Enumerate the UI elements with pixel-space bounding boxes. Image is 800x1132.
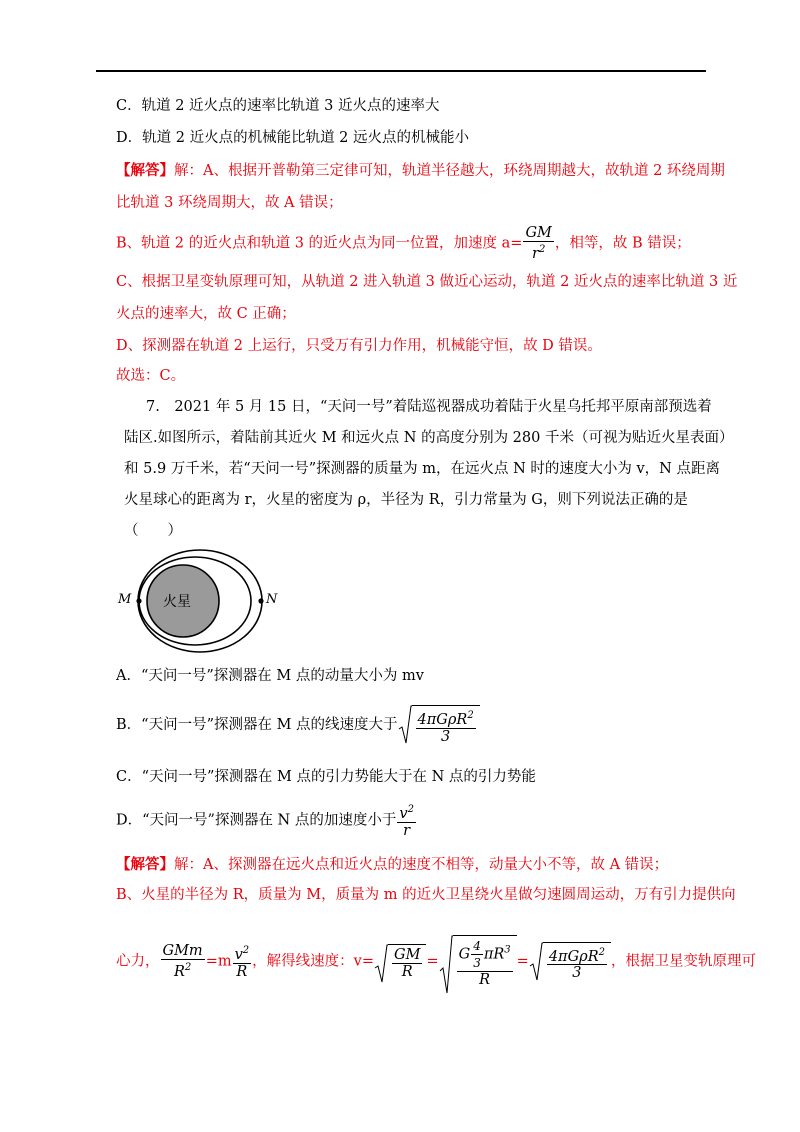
f2-den: R — [236, 963, 248, 980]
header-rule — [96, 70, 706, 72]
point-n-label: N — [266, 592, 278, 607]
answer6-a-text: 解：A、根据开普勒第三定律可知，轨道半径越大，环绕周期越大，故轨道 2 环绕周期 — [174, 163, 725, 179]
point-m-dot — [136, 598, 141, 603]
q7-option-c: C．“天问一号”探测器在 M 点的引力势能大于在 N 点的引力势能 — [116, 769, 536, 785]
answer7-tag: 【解答】 — [116, 856, 174, 873]
q7-option-d — [116, 802, 417, 839]
f3-den: R — [401, 963, 413, 980]
accel-formula: $\frac{GM}{r^2}$ — [525, 225, 552, 262]
f-post: ，根据卫星变轨原理可 — [610, 953, 756, 970]
f-mid: ，解得线速度：v= — [252, 953, 375, 970]
f-eq: =m — [205, 953, 232, 970]
option-d-num: v — [399, 805, 408, 822]
q7-option-a: A．“天问一号”探测器在 M 点的动量大小为 mv — [116, 668, 424, 684]
answer6-line-c2: 火点的速率大，故 C 正确； — [116, 306, 296, 322]
answer7-line-a — [116, 855, 668, 875]
prev-option-d: D．轨道 2 近火点的机械能比轨道 2 远火点的机械能小 — [116, 130, 470, 146]
option-b-num: 4πGρR — [417, 711, 468, 728]
answer6-choice: 故选：C。 — [116, 368, 186, 384]
answer6-line-a1 — [116, 161, 725, 181]
f4-pi-r: πR — [483, 946, 505, 963]
f5-num: 4πGρR — [548, 948, 599, 965]
answer6-line-b — [116, 225, 691, 262]
orbit-diagram — [115, 548, 285, 658]
answer7-formula-line — [116, 935, 756, 995]
answer6-line-c1: C、根据卫星变轨原理可知，从轨道 2 进入轨道 3 做近心运动，轨道 2 近火点的速率比轨道 3 近 — [116, 274, 738, 290]
gravity-frac: $\frac{\text{GMm}}{R^2}$ — [162, 943, 203, 980]
f3-num: GM — [394, 946, 421, 963]
radical-sign — [398, 705, 412, 745]
f1-den: R — [173, 963, 185, 980]
option-b-sqrt: $\frac{4\pi G\rho R^2}{3}$ — [398, 705, 480, 745]
f1-num: GMm — [162, 943, 203, 960]
q7-line4: 火星球心的距离为 r，火星的密度为 ρ，半径为 R，引力常量为 G，则下列说法正确的是 — [124, 492, 688, 508]
q7-line2: 陆区.如图所示，着陆前其近火 M 和远火点 N 的高度分别为 280 千米（可视为贴近火星表面） — [124, 430, 734, 446]
q7-option-b — [116, 705, 480, 745]
answer7-a-text: 解：A、探测器在远火点和近火点的速度不相等，动量大小不等，故 A 错误； — [174, 857, 669, 873]
f2-num: v — [234, 946, 243, 963]
accel-den: r — [532, 245, 539, 262]
accel-num: GM — [525, 225, 552, 241]
mars-label: 火星 — [163, 594, 191, 610]
option-b-den: 3 — [441, 728, 451, 745]
answer7-line-b: B、火星的半径为 R，质量为 M，质量为 m 的近火卫星绕火星做匀速圆周运动，万有引力提供向 — [116, 887, 736, 903]
option-d-frac: $\frac{v^2}{r}$ — [399, 804, 414, 839]
option-d-den: r — [403, 822, 411, 839]
answer6-b-post: ，相等，故 B 错误； — [554, 235, 691, 252]
point-m-label: M — [118, 592, 132, 607]
f-pre: 心力， — [116, 953, 160, 970]
f4-frac-den: 3 — [473, 956, 481, 970]
sqrt-result: $\frac{4\pi G\rho R^2}{3}$ — [529, 942, 611, 982]
centripetal-frac: $\frac{v^2}{R}$ — [234, 945, 250, 980]
q7-option-d-text: D．“天问一号”探测器在 N 点的加速度小于 — [116, 812, 397, 829]
q7-line1: 7. 2021 年 5 月 15 日，“天问一号”着陆巡视器成功着陆于火星乌托邦平原南部预选着 — [146, 399, 712, 415]
answer6-line-a2: 比轨道 3 环绕周期大，故 A 错误； — [116, 195, 343, 211]
answer-tag: 【解答】 — [116, 162, 174, 179]
prev-option-c: C．轨道 2 近火点的速率比轨道 3 近火点的速率大 — [116, 98, 440, 114]
sqrt-gm-r — [374, 944, 426, 980]
f-eq2: = — [426, 953, 439, 970]
f4-frac-num: 4 — [473, 939, 481, 953]
point-n-dot — [258, 598, 263, 603]
sqrt-volume: G $\frac{4}{3}$ $\pi R^3$ R — [439, 935, 517, 988]
answer6-line-d: D、探测器在轨道 2 上运行，只受万有引力作用，机械能守恒，故 D 错误。 — [116, 338, 602, 354]
q7-blank: （ ） — [124, 523, 182, 539]
f-eq3: = — [516, 953, 529, 970]
answer6-b-pre: B、轨道 2 的近火点和轨道 3 的近火点为同一位置，加速度 a= — [116, 235, 523, 252]
orbit-figure — [115, 548, 285, 658]
q7-option-b-text: B．“天问一号”探测器在 M 点的线速度大于 — [116, 716, 398, 733]
f4-den: R — [479, 972, 491, 988]
f4-g: G — [458, 946, 471, 963]
f5-den: 3 — [572, 965, 582, 982]
q7-line3: 和 5.9 万千米，若“天问一号”探测器的质量为 m，在远火点 N 时的速度大小为 v，N 点距离 — [124, 461, 720, 477]
